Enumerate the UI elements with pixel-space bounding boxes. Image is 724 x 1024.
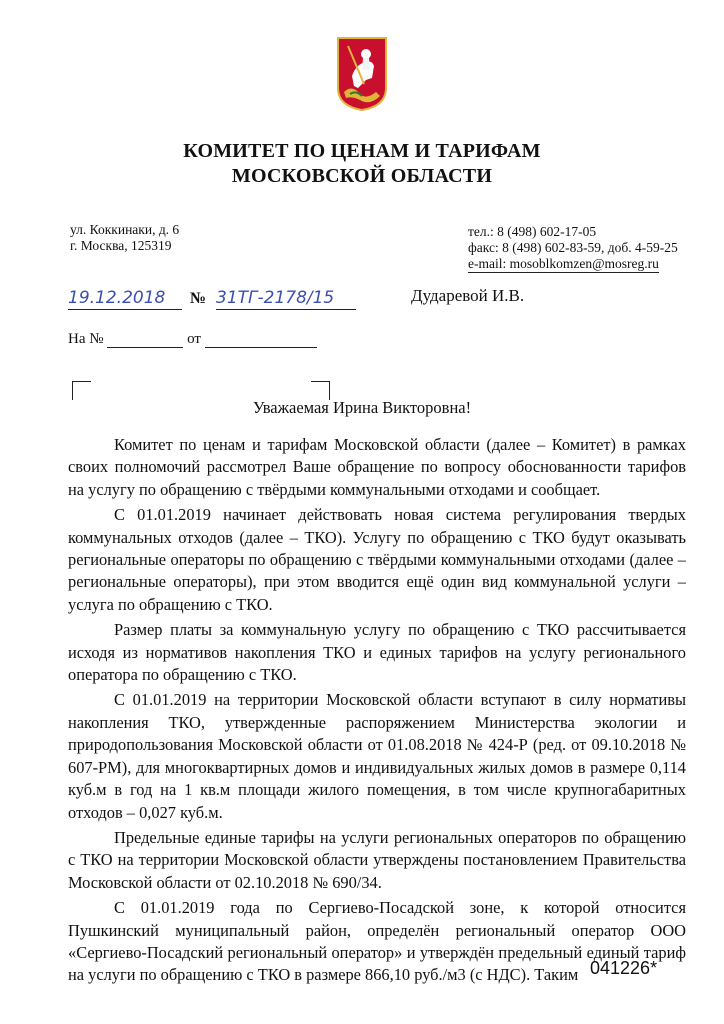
organization-title-line1: КОМИТЕТ ПО ЦЕНАМ И ТАРИФАМ <box>183 140 541 162</box>
outgoing-date: 19.12.2018 <box>68 288 166 308</box>
recipient-name: Дударевой И.В. <box>411 286 525 305</box>
reply-reference <box>68 331 317 348</box>
address-street: ул. Коккинаки, д. 6 <box>70 222 180 237</box>
body-paragraph-6: С 01.01.2019 года по Сергиево-Посадской зоне, к которой относится Пушкинский муниципальный район, определён региональный оператор ООО «Сергиево-Посадский региональный оператор» и утверждён предельный единый тариф на услуги по обращению с ТКО в размере 866,10 руб./м3 (с НДС). Таким <box>68 898 686 985</box>
body-paragraph-1: Комитет по ценам и тарифам Московской области (далее – Комитет) в рамках своих полномочий рассмотрел Ваше обращение по вопросу обоснованности тарифов на услугу по обращению с твёрдыми коммунальными отходами и сообщает. <box>68 435 686 499</box>
reply-number-blank <box>107 347 183 348</box>
outgoing-number-label: № <box>190 290 207 307</box>
body-paragraph-2: С 01.01.2019 начинает действовать новая система регулирования твердых коммунальных отходов (далее – ТКО). Услугу по обращению с ТКО будут оказывать региональные операторы по обращению с твёрдыми коммунальными отходами (далее – региональные операторы), при этом вводится ещё один вид коммунальной услуги – услуга по обращению с ТКО. <box>68 505 686 614</box>
outgoing-number: 31ТГ-2178/15 <box>216 288 335 308</box>
reply-date-blank <box>205 347 317 348</box>
contact-phone: тел.: 8 (498) 602-17-05 <box>468 224 597 239</box>
registration-stamp: 041226* <box>590 958 658 978</box>
sender-address <box>70 222 179 254</box>
reply-number-label: На № <box>68 331 104 347</box>
contact-email: e-mail: mosoblkomzen@mosreg.ru <box>468 256 659 271</box>
body-paragraph-3: Размер платы за коммунальную услугу по обращению с ТКО рассчитывается исходя из нормативов накопления ТКО и единых тарифов на услугу регионального оператора по обращению с ТКО. <box>68 620 686 685</box>
body-paragraph-5: Предельные единые тарифы на услуги региональных операторов по обращению с ТКО на территории Московской области утверждены постановлением Правительства Московской области от 02.10.2018 № 690/34. <box>68 827 686 892</box>
organization-title-line2: МОСКОВСКОЙ ОБЛАСТИ <box>231 165 493 187</box>
coat-of-arms-emblem <box>336 36 388 112</box>
reply-date-label: от <box>187 331 201 347</box>
outgoing-date-field <box>68 288 182 310</box>
salutation: Уважаемая Ирина Викторовна! <box>252 398 472 417</box>
contact-fax: факс: 8 (498) 602-83-59, доб. 4-59-25 <box>468 240 678 255</box>
contacts-block <box>468 224 678 273</box>
address-city: г. Москва, 125319 <box>70 238 172 253</box>
outgoing-number-field <box>216 288 356 310</box>
body-paragraph-4: С 01.01.2019 на территории Московской области вступают в силу нормативы накопления ТКО, утвержденные распоряжением Министерства экологии и природопользования Московской области от 01.08.2018 № 424-Р (ред. от 09.10.2018 № 607-РМ), для многоквартирных домов и индивидуальных жилых домов в размере 0,114 куб.м в год на 1 кв.м площади жилого помещения, в том числе крупногабаритных отходов – 0,027 куб.м. <box>68 690 686 822</box>
letter-body <box>68 434 686 990</box>
